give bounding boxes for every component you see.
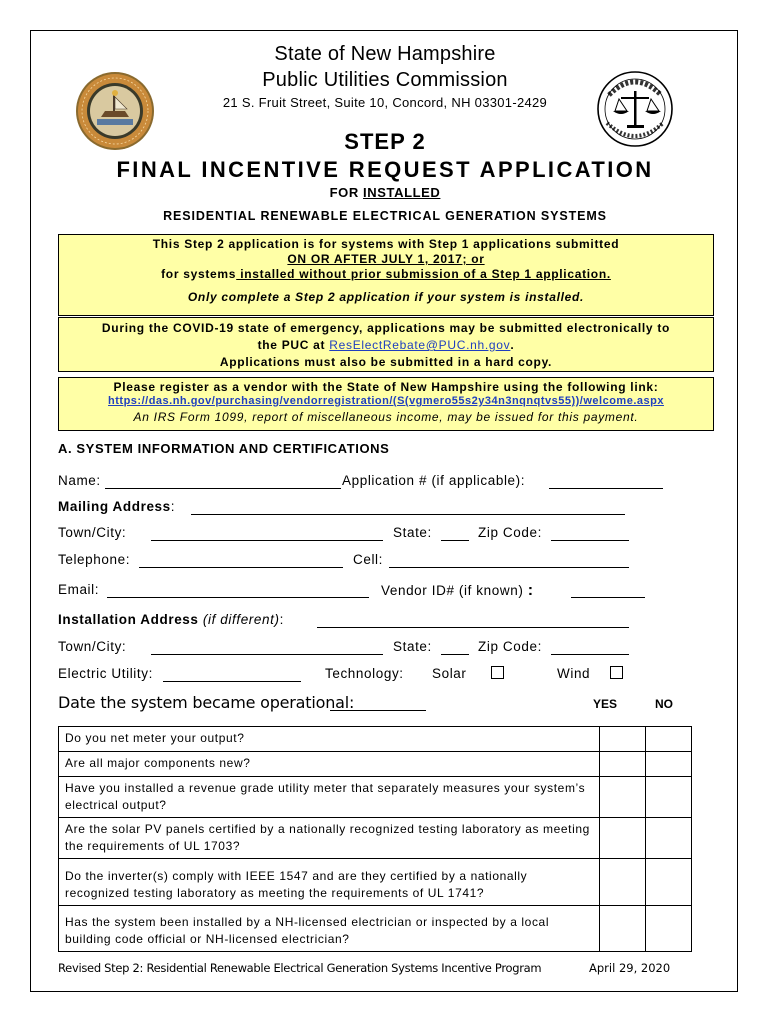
town-city-field[interactable] — [151, 540, 383, 541]
question-cell: Are all major components new? — [59, 752, 600, 777]
installation-address-field[interactable] — [317, 627, 629, 628]
solar-checkbox[interactable] — [491, 666, 504, 679]
notice-line: Applications must also be submitted in a hard copy. — [219, 355, 553, 369]
email-link[interactable]: ResElectRebate@PUC.nh.gov — [329, 338, 511, 352]
town-city-label: Town/City: — [58, 525, 127, 540]
email-label: Email: — [58, 582, 100, 597]
no-column-header: NO — [655, 697, 673, 711]
step-title: STEP 2 — [344, 129, 426, 154]
technology-label: Technology: — [325, 666, 404, 681]
wind-label: Wind — [557, 666, 591, 681]
question-cell: Has the system been installed by a NH-licensed electrician or inspected by a local building code official or NH-licensed electrician? — [59, 906, 600, 952]
no-checkbox-cell[interactable] — [646, 777, 692, 818]
vendor-id-field[interactable] — [571, 597, 645, 598]
question-cell: Are the solar PV panels certified by a nationally recognized testing laboratory as meeting the requirements of UL 1703? — [59, 818, 600, 859]
electric-utility-label: Electric Utility: — [58, 666, 153, 681]
state-field[interactable] — [441, 540, 469, 541]
yes-checkbox-cell[interactable] — [600, 727, 646, 752]
form-subtitle: RESIDENTIAL RENEWABLE ELECTRICAL GENERATION SYSTEMS — [163, 209, 607, 223]
cell-field[interactable] — [389, 567, 629, 568]
name-field[interactable] — [105, 488, 341, 489]
install-town-city-field[interactable] — [151, 654, 383, 655]
for-installed-label: FOR INSTALLED — [329, 185, 441, 200]
yes-checkbox-cell[interactable] — [600, 777, 646, 818]
installation-address-label: Installation Address (if different): — [58, 612, 284, 627]
footer-revision: Revised Step 2: Residential Renewable Electrical Generation Systems Incentive Program — [58, 961, 542, 975]
header-state: State of New Hampshire — [274, 43, 496, 65]
email-field[interactable] — [107, 597, 369, 598]
step2-eligibility-notice — [58, 234, 714, 316]
question-cell: Have you installed a revenue grade utility meter that separately measures your system’s electrical output? — [59, 777, 600, 818]
section-a-heading: A. SYSTEM INFORMATION AND CERTIFICATIONS — [58, 441, 390, 456]
notice-line: This Step 2 application is for systems with Step 1 applications submitted — [152, 237, 620, 251]
question-cell: Do you net meter your output? — [59, 727, 600, 752]
table-row — [59, 906, 692, 952]
date-operational-label: Date the system became operational: — [58, 693, 355, 712]
covid-notice — [58, 317, 714, 372]
application-number-field[interactable] — [549, 488, 663, 489]
electric-utility-field[interactable] — [163, 681, 301, 682]
notice-line: An IRS Form 1099, report of miscellaneous income, may be issued for this payment. — [133, 410, 639, 424]
zip-code-label: Zip Code: — [478, 525, 542, 540]
mailing-address-label: Mailing Address: — [58, 499, 176, 514]
header-address: 21 S. Fruit Street, Suite 10, Concord, NH 03301-2429 — [222, 95, 548, 110]
yes-checkbox-cell[interactable] — [600, 818, 646, 859]
form-title: FINAL INCENTIVE REQUEST APPLICATION — [116, 157, 654, 182]
vendor-registration-notice — [58, 377, 714, 431]
notice-email-line: the PUC at ResElectRebate@PUC.nh.gov. — [257, 338, 515, 352]
yes-checkbox-cell[interactable] — [600, 859, 646, 906]
notice-date: ON OR AFTER JULY 1, 2017; or — [287, 252, 485, 266]
zip-code-field[interactable] — [551, 540, 629, 541]
telephone-label: Telephone: — [58, 552, 131, 567]
cell-label: Cell: — [353, 552, 384, 567]
table-row — [59, 859, 692, 906]
footer-date: April 29, 2020 — [589, 961, 671, 975]
mailing-address-field[interactable] — [191, 514, 625, 515]
certification-questions-table — [58, 726, 692, 952]
table-row — [59, 818, 692, 859]
install-zip-code-label: Zip Code: — [478, 639, 542, 654]
state-label: State: — [393, 525, 432, 540]
yes-checkbox-cell[interactable] — [600, 906, 646, 952]
no-checkbox-cell[interactable] — [646, 906, 692, 952]
application-number-label: Application # (if applicable): — [342, 473, 526, 488]
vendor-id-label: Vendor ID# (if known) : — [381, 582, 534, 599]
yes-column-header: YES — [593, 697, 618, 711]
table-row — [59, 727, 692, 752]
date-operational-field[interactable] — [330, 710, 426, 711]
table-row — [59, 752, 692, 777]
form-page — [30, 30, 738, 992]
notice-line: Please register as a vendor with the State of New Hampshire using the following link: — [113, 380, 659, 394]
question-cell: Do the inverter(s) comply with IEEE 1547 and are they certified by a nationally recognized testing laboratory as meeting the requirements of UL 1741? — [59, 859, 600, 906]
no-checkbox-cell[interactable] — [646, 859, 692, 906]
install-zip-code-field[interactable] — [551, 654, 629, 655]
notice-line: During the COVID-19 state of emergency, applications may be submitted electronically to — [101, 321, 671, 335]
install-state-field[interactable] — [441, 654, 469, 655]
wind-checkbox[interactable] — [610, 666, 623, 679]
telephone-field[interactable] — [139, 567, 343, 568]
notice-line: for systems installed without prior submission of a Step 1 application. — [161, 267, 611, 281]
notice-instruction: Only complete a Step 2 application if your system is installed. — [187, 290, 585, 304]
install-state-label: State: — [393, 639, 432, 654]
no-checkbox-cell[interactable] — [646, 752, 692, 777]
yes-checkbox-cell[interactable] — [600, 752, 646, 777]
header-commission: Public Utilities Commission — [262, 69, 508, 91]
install-town-city-label: Town/City: — [58, 639, 127, 654]
name-label: Name: — [58, 473, 101, 488]
table-row — [59, 777, 692, 818]
no-checkbox-cell[interactable] — [646, 727, 692, 752]
solar-label: Solar — [432, 666, 467, 681]
no-checkbox-cell[interactable] — [646, 818, 692, 859]
vendor-registration-link[interactable]: https://das.nh.gov/purchasing/vendorregistration/(S(vgmero55s2y34n3nqnqtvs55))/welcome.aspx — [108, 395, 664, 407]
